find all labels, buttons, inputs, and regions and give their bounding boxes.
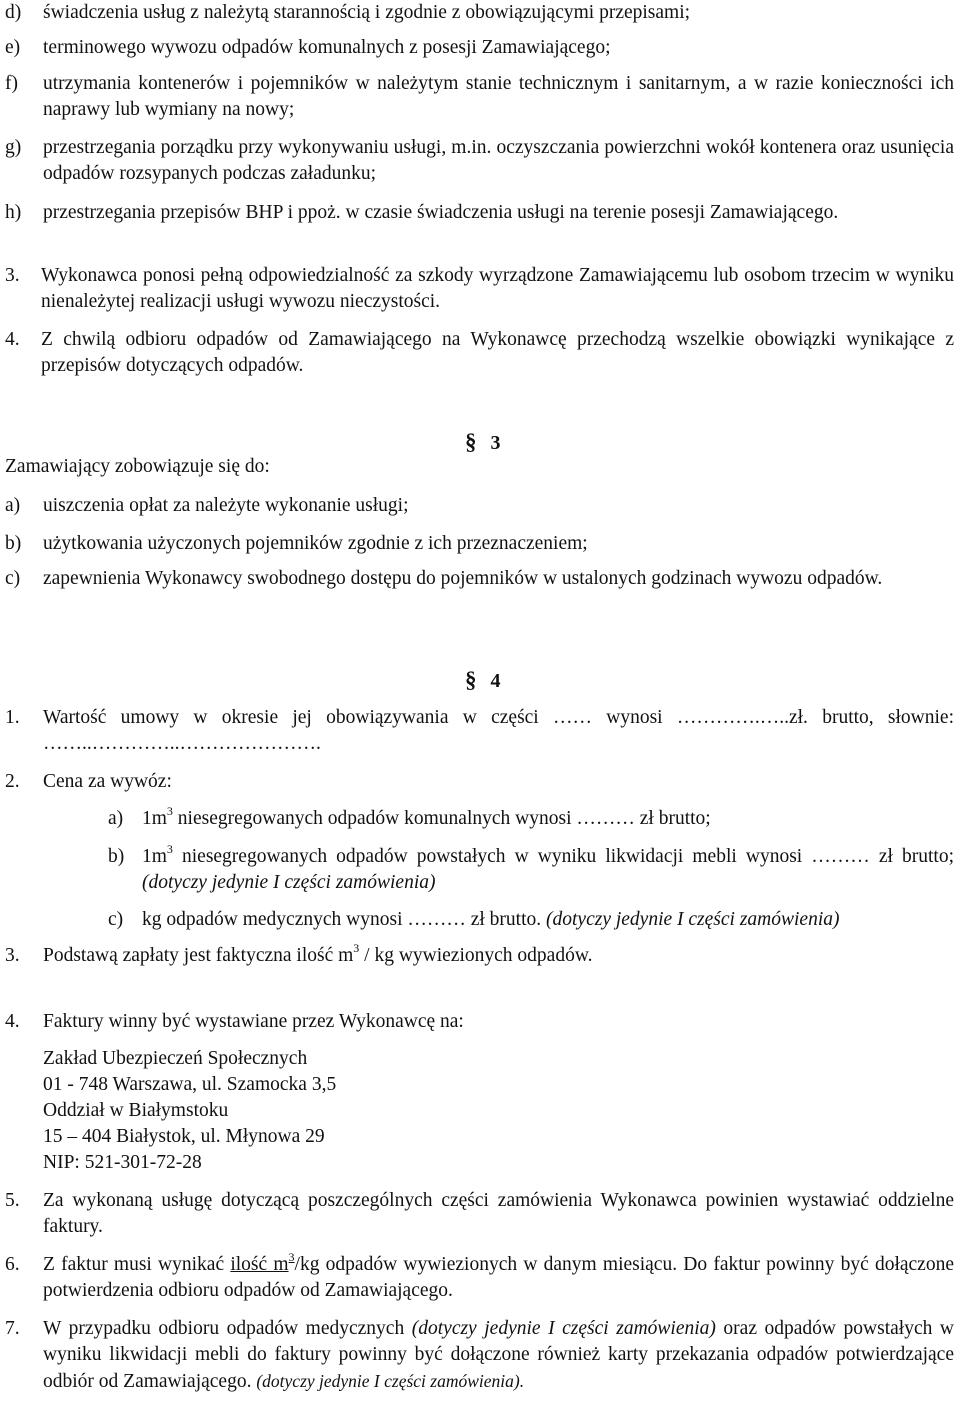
payment-basis-paragraph (5, 943, 954, 969)
list-text: uiszczenia opłat za należyte wykonanie usługi; (43, 495, 409, 516)
list-label: h) (5, 202, 22, 223)
list-text: kg odpadów medycznych wynosi ……… zł brutto. (dotyczy jedynie I części zamówienia) (142, 909, 840, 930)
list-text: przestrzegania porządku przy wykonywaniu usługi, m.in. oczyszczania powierzchni wokół kontenera oraz usunięcia odpadów rozsypanych podczas załadunku; (43, 137, 954, 184)
paragraph-text: Za wykonaną usługę dotyczącą poszczególnych części zamówienia Wykonawca powinien wystawiać oddzielne faktury. (43, 1190, 954, 1237)
list-text: terminowego wywozu odpadów komunalnych z posesji Zamawiającego; (43, 37, 611, 58)
list-item-g (5, 135, 954, 187)
list-label: b) (5, 533, 22, 554)
obligation-a (5, 493, 954, 519)
paragraph-text: Z faktur musi wynikać ilość $m^3/kg$ odpadów wywiezionych w danym miesiącu. Do faktur powinny być dołączone potwierdzenia odbioru odpadów od Zamawiającego. (43, 1250, 954, 1301)
list-text: zapewnienia Wykonawcy swobodnego dostępu do pojemników w ustalonych godzinach wywozu odpadów. (43, 568, 883, 589)
section-number: 3 (490, 432, 501, 454)
paragraph-number: 6. (5, 1254, 20, 1275)
price-item-c (108, 907, 954, 933)
list-label: a) (5, 495, 21, 516)
invoice-content-paragraph (5, 1252, 954, 1304)
address-line: Zakład Ubezpieczeń Społecznych (43, 1048, 308, 1069)
section-number: 4 (490, 670, 501, 692)
list-label: g) (5, 137, 22, 158)
list-text: świadczenia usług z należytą starannością i zgodnie z obowiązującymi przepisami; (43, 2, 691, 23)
section-3-intro: Zamawiający zobowiązuje się do: (5, 456, 270, 477)
list-label: c) (108, 909, 124, 930)
paragraph-number: 2. (5, 771, 20, 792)
paragraph-number: 3. (5, 945, 20, 966)
price-item-b (108, 844, 954, 896)
list-item-d (5, 0, 954, 26)
address-line: 01 - 748 Warszawa, ul. Szamocka 3,5 (43, 1074, 337, 1095)
list-label: c) (5, 568, 21, 589)
paragraph-number: 4. (5, 1011, 20, 1032)
list-text: $1m^3$ niesegregowanych odpadów powstałych w wyniku likwidacji mebli wynosi ……… zł brutto; (dotyczy jedynie I części zamówienia) (142, 842, 954, 893)
paragraph-number: 1. (5, 707, 20, 728)
section-symbol: § (465, 429, 477, 454)
price-item-a (108, 806, 954, 832)
paragraph-text: Z chwilą odbioru odpadów od Zamawiającego na Wykonawcę przechodzą wszelkie obowiązki wynikające z przepisów dotyczących odpadów. (41, 329, 954, 376)
paragraph-text: Podstawą zapłaty jest faktyczna ilość $m^3$ / kg wywiezionych odpadów. (43, 941, 593, 966)
paragraph-4 (5, 327, 954, 379)
paragraph-text: Wartość umowy w okresie jej obowiązywania w części …… wynosi ………….…..zł. brutto, słownie: ……..…………..…………………. (43, 707, 954, 754)
paragraph-text: Faktury winny być wystawiane przez Wykonawcę na: (43, 1011, 464, 1032)
invoice-paragraph (5, 1009, 954, 1035)
list-item-f (5, 71, 954, 123)
obligation-c (5, 566, 954, 592)
invoice-address (43, 1046, 336, 1176)
section-symbol: § (465, 667, 477, 692)
list-label: b) (108, 846, 125, 867)
section-heading-4 (465, 668, 501, 693)
paragraph-text: Wykonawca ponosi pełną odpowiedzialność za szkody wyrządzone Zamawiającemu lub osobom trzecim w wyniku nienależytej realizacji usługi wywozu nieczystości. (41, 265, 954, 312)
obligation-b (5, 531, 954, 557)
paragraph-text: W przypadku odbioru odpadów medycznych (dotyczy jedynie I części zamówienia) oraz odpadów powstałych w wyniku likwidacji mebli do faktury powinny być dołączone również karty przekazania odpadów potwierdzające odbiór od Zamawiającego. (dotyczy jedynie I części zamówienia). (43, 1318, 954, 1392)
paragraph-number: 7. (5, 1318, 20, 1339)
address-line: NIP: 521-301-72-28 (43, 1152, 202, 1173)
list-text: $1m^3$ niesegregowanych odpadów komunalnych wynosi ……… zł brutto; (142, 804, 711, 829)
list-label: d) (5, 2, 22, 23)
list-text: przestrzegania przepisów BHP i ppoż. w czasie świadczenia usługi na terenie posesji Zamawiającego. (43, 202, 839, 223)
paragraph-text: Cena za wywóz: (43, 771, 172, 792)
contract-value-paragraph (5, 705, 954, 757)
paragraph-number: 5. (5, 1190, 20, 1211)
list-label: e) (5, 37, 21, 58)
list-label: f) (5, 73, 18, 94)
list-text: użytkowania użyczonych pojemników zgodnie z ich przeznaczeniem; (43, 533, 588, 554)
list-item-e (5, 35, 954, 61)
medical-waste-paragraph (5, 1316, 954, 1395)
address-line: Oddział w Białymstoku (43, 1100, 229, 1121)
price-paragraph (5, 769, 954, 795)
list-label: a) (108, 808, 124, 829)
paragraph-3 (5, 263, 954, 315)
separate-invoices-paragraph (5, 1188, 954, 1240)
paragraph-number: 4. (5, 329, 20, 350)
section-heading-3 (465, 430, 501, 455)
address-line: 15 – 404 Białystok, ul. Młynowa 29 (43, 1126, 325, 1147)
list-item-h (5, 200, 954, 226)
list-text: utrzymania kontenerów i pojemników w należytym stanie technicznym i sanitarnym, a w razie konieczności ich naprawy lub wymiany na nowy; (43, 73, 954, 120)
paragraph-number: 3. (5, 265, 20, 286)
